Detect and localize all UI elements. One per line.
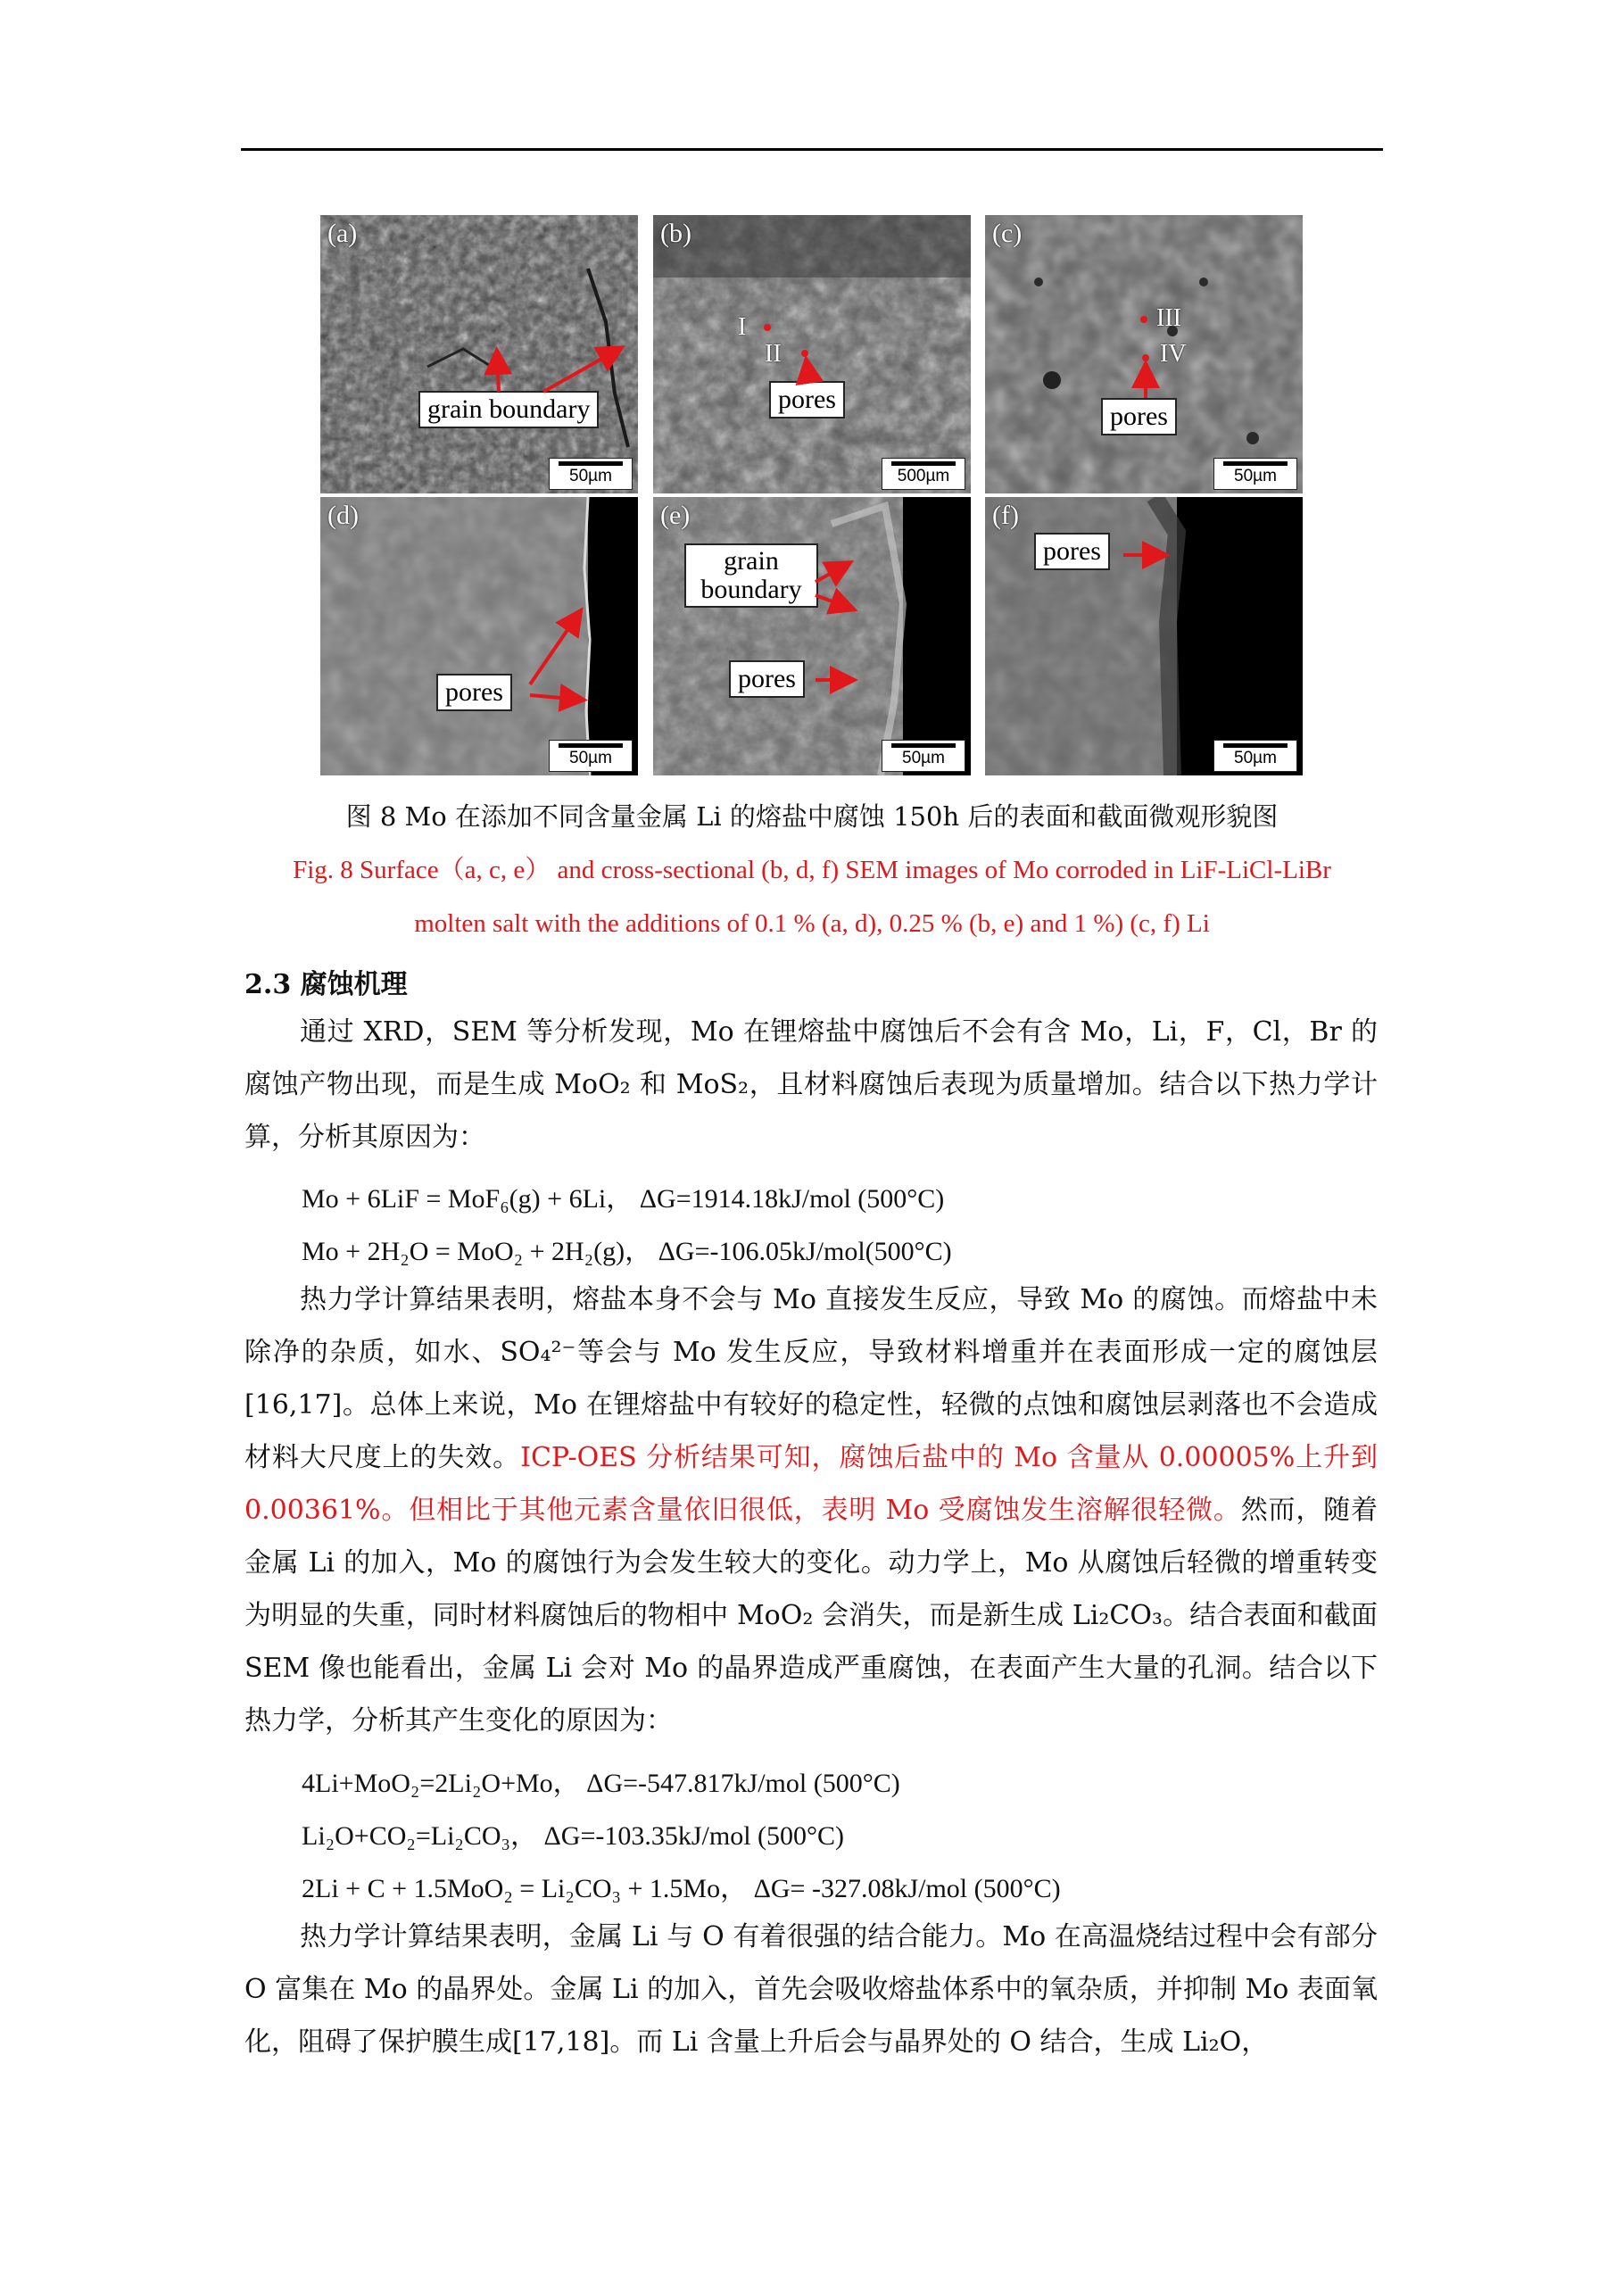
panel-label: (a) xyxy=(327,219,358,248)
equation-2: Mo + 2H₂O = MoO₂ + 2H₂(g)， ΔG=-106.05kJ/mol(500°C) xyxy=(302,1237,952,1266)
header-rule xyxy=(241,148,1383,151)
equation-3: 4Li+MoO₂=2Li₂O+Mo， ΔG=-547.817kJ/mol (500°C) xyxy=(302,1769,900,1798)
sem-panel-c xyxy=(985,215,1303,493)
scale-bar: 50µm xyxy=(1213,458,1297,490)
scale-bar: 50µm xyxy=(1213,740,1297,772)
panel-label: (c) xyxy=(992,219,1023,248)
sem-panel-f xyxy=(985,497,1303,775)
panel-label: (b) xyxy=(660,219,691,248)
figure-caption-en-2: molten salt with the additions of 0.1 % (a, d), 0.25 % (b, e) and 1 %) (c, f) Li xyxy=(414,909,1210,938)
callout-pores: pores xyxy=(1034,533,1110,570)
sem-panel-d xyxy=(320,497,638,775)
equation-4: Li₂O+CO₂=Li₂CO₃， ΔG=-103.35kJ/mol (500°C) xyxy=(302,1821,845,1851)
point-label: II xyxy=(765,340,782,368)
callout-pores: pores xyxy=(769,381,845,419)
figure-caption-en-1: Fig. 8 Surface（a, c, e） and cross-sectional (b, d, f) SEM images of Mo corroded in LiF-LiCl-LiBr xyxy=(293,856,1331,884)
paragraph-1: 通过 XRD，SEM 等分析发现，Mo 在锂熔盐中腐蚀后不会有含 Mo，Li，F，Cl，Br 的腐蚀产物出现，而是生成 MoO₂ 和 MoS₂，且材料腐蚀后表现为质量增加。结合以下热力学计算，分析其原因为： xyxy=(244,1016,1378,1153)
equation-5: 2Li + C + 1.5MoO₂ = Li₂CO₃ + 1.5Mo， ΔG= -327.08kJ/mol (500°C) xyxy=(302,1874,1061,1903)
sem-panel-a xyxy=(320,215,638,493)
point-label: III xyxy=(1156,304,1181,332)
sem-panel-e xyxy=(653,497,971,775)
point-label: IV xyxy=(1160,340,1187,368)
highlighted-text: ICP-OES 分析结果可知，腐蚀后盐中的 Mo 含量从 0.00005%上升到 0.00361%。但相比于其他元素含量依旧很低，表明 Mo 受腐蚀发生溶解很轻微。 xyxy=(244,1442,1379,1526)
scale-bar: 50µm xyxy=(882,740,965,772)
callout-pores: pores xyxy=(729,660,805,698)
figure-caption-cn: 图 8 Mo 在添加不同含量金属 Li 的熔盐中腐蚀 150h 后的表面和截面微观形貌图 xyxy=(345,801,1279,832)
panel-label: (f) xyxy=(992,501,1019,530)
paragraph-3: 热力学计算结果表明，金属 Li 与 O 有着很强的结合能力。Mo 在高温烧结过程中会有部分 O 富集在 Mo 的晶界处。金属 Li 的加入，首先会吸收熔盐体系中的氧杂质，并抑制 Mo 表面氧化，阻碍了保护膜生成[17,18]。而 Li 含量上升后会与晶界处的 O 结合，生成 Li₂O， xyxy=(244,1921,1378,2058)
callout-grain-boundary: grain boundary xyxy=(418,391,599,428)
scale-bar: 50µm xyxy=(549,740,633,772)
callout-grain-boundary: grain boundary xyxy=(684,543,818,608)
section-title: 2.3 腐蚀机理 xyxy=(244,969,408,1000)
paragraph-2: 热力学计算结果表明，熔盐本身不会与 Mo 直接发生反应，导致 Mo 的腐蚀。而熔盐中未除净的杂质，如水、SO₄²⁻等会与 Mo 发生反应，导致材料增重并在表面形成一定的腐蚀层 [16,17]。总体上来说，Mo 在锂熔盐中有较好的稳定性，轻微的点蚀和腐蚀层剥落也不会造成材料大尺度上的失效。ICP-OES 分析结果可知，腐蚀后盐中的 Mo 含量从 0.00005%上升到 0.00361%。但相比于其他元素含量依旧很低，表明 Mo 受腐蚀发生溶解很轻微。然而，随着金属 Li 的加入，Mo 的腐蚀行为会发生较大的变化。动力学上，Mo 从腐蚀后轻微的增重转变为明显的失重，同时材料腐蚀后的物相中 MoO₂ 会消失，而是新生成 Li₂CO₃。结合表面和截面 SEM 像也能看出，金属 Li 会对 Mo 的晶界造成严重腐蚀，在表面产生大量的孔洞。结合以下热力学，分析其产生变化的原因为： xyxy=(244,1284,1379,1737)
callout-pores: pores xyxy=(436,674,512,711)
equation-1: Mo + 6LiF = MoF₆(g) + 6Li， ΔG=1914.18kJ/mol (500°C) xyxy=(302,1184,945,1214)
scale-bar: 50µm xyxy=(549,458,633,490)
panel-label: (e) xyxy=(660,501,691,530)
panel-label: (d) xyxy=(327,501,359,530)
sem-panel-b xyxy=(653,215,971,493)
scale-bar: 500µm xyxy=(882,458,965,490)
callout-pores: pores xyxy=(1101,398,1177,435)
point-label: I xyxy=(738,313,747,341)
